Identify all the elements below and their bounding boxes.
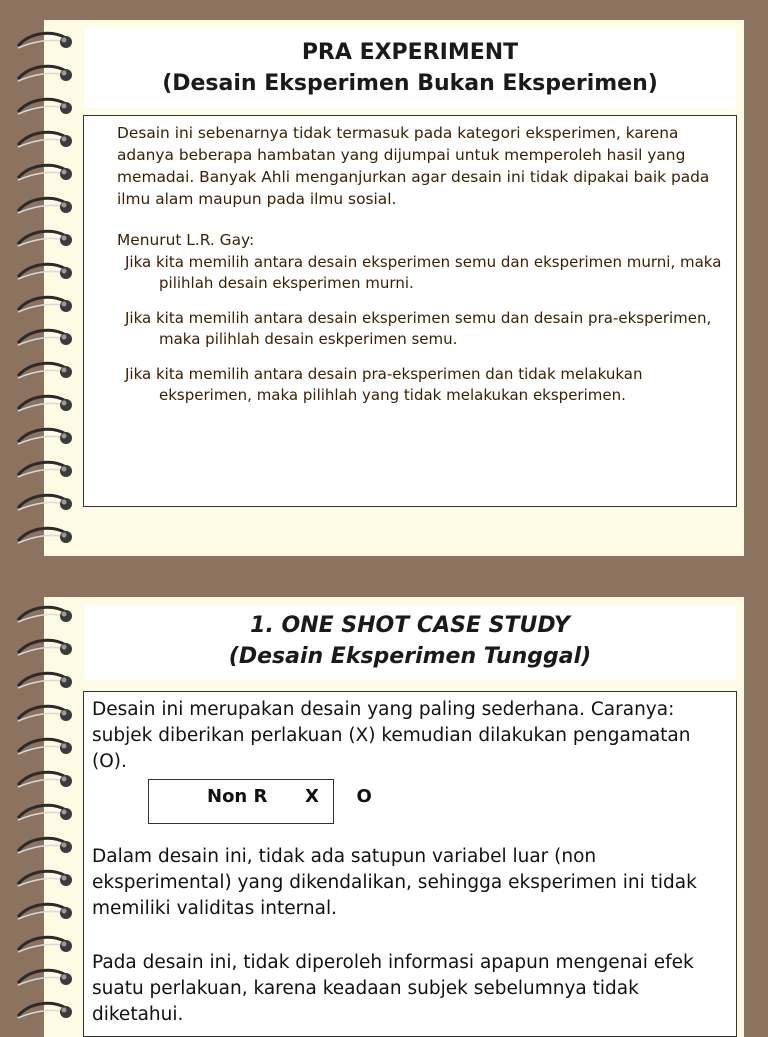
slide-1-point: Jika kita memilih antara desain eksperimen semu dan desain pra-eksperimen, maka pilihlah desain eskperimen semu. [125, 309, 712, 348]
binding-ring-icon [18, 871, 72, 886]
spiral-binding [0, 0, 90, 1024]
slide-1-body [83, 115, 737, 507]
design-notation-box: Non R X O [148, 779, 334, 824]
binding-ring-icon [18, 330, 72, 345]
binding-ring-icon [18, 198, 72, 213]
binding-ring-icon [18, 607, 72, 622]
slide-2-body [83, 691, 737, 1037]
binding-ring-icon [18, 165, 72, 180]
slide-1-title-line-1: PRA EXPERIMENT [301, 40, 519, 65]
binding-ring-icon [18, 66, 72, 81]
binding-ring-icon [18, 396, 72, 411]
binding-ring-icon [18, 33, 72, 48]
binding-ring-icon [18, 264, 72, 279]
binding-ring-icon [18, 739, 72, 754]
binding-ring-icon [18, 363, 72, 378]
slide-2-paragraph: Pada desain ini, tidak diperoleh informasi apapun mengenai efek suatu perlakuan, karena keadaan subjek sebelumnya tidak diketahui. [92, 952, 694, 1025]
slide-2-title-line-2: (Desain Eksperimen Tunggal) [228, 644, 592, 669]
slide-1-title [84, 28, 736, 108]
slide-1-title-line-2: (Desain Eksperimen Bukan Eksperimen) [162, 71, 658, 96]
binding-ring-icon [18, 673, 72, 688]
slide-1-point: Jika kita memilih antara desain eksperimen semu dan eksperimen murni, maka pilihlah desain eksperimen murni. [125, 253, 722, 292]
binding-ring-icon [18, 99, 72, 114]
slide-1 [44, 20, 744, 556]
slide-2-intro: Desain ini merupakan desain yang paling sederhana. Caranya: subjek diberikan perlakuan (X) kemudian dilakukan pengamatan (O). [92, 699, 691, 772]
binding-ring-icon [18, 805, 72, 820]
binding-ring-icon [18, 970, 72, 985]
binding-ring-icon [18, 297, 72, 312]
slide-1-according-to: Menurut L.R. Gay: [117, 231, 255, 249]
slide-1-point: Jika kita memilih antara desain pra-eksperimen dan tidak melakukan eksperimen, maka pilihlah yang tidak melakukan eksperimen. [125, 365, 643, 404]
slide-2-title [84, 605, 736, 680]
binding-ring-icon [18, 904, 72, 919]
binding-ring-icon [18, 838, 72, 853]
binding-ring-icon [18, 231, 72, 246]
binding-ring-icon [18, 937, 72, 952]
binding-ring-icon [18, 462, 72, 477]
slide-2-paragraph: Dalam desain ini, tidak ada satupun variabel luar (non eksperimental) yang dikendalikan, sehingga eksperimen ini tidak memiliki validitas internal. [92, 846, 697, 919]
binding-ring-icon [18, 132, 72, 147]
binding-ring-icon [18, 772, 72, 787]
slide-2 [44, 597, 744, 1037]
slide-1-intro: Desain ini sebenarnya tidak termasuk pada kategori eksperimen, karena adanya beberapa hambatan yang dijumpai untuk memperoleh hasil yang memadai. Banyak Ahli menganjurkan agar desain ini tidak dipakai baik pada ilmu alam maupun pada ilmu sosial. [117, 124, 710, 208]
binding-ring-icon [18, 1003, 72, 1018]
binding-ring-icon [18, 528, 72, 543]
binding-ring-icon [18, 495, 72, 510]
binding-ring-icon [18, 640, 72, 655]
slide-2-title-line-1: 1. ONE SHOT CASE STUDY [250, 613, 570, 638]
binding-ring-icon [18, 706, 72, 721]
binding-ring-icon [18, 429, 72, 444]
